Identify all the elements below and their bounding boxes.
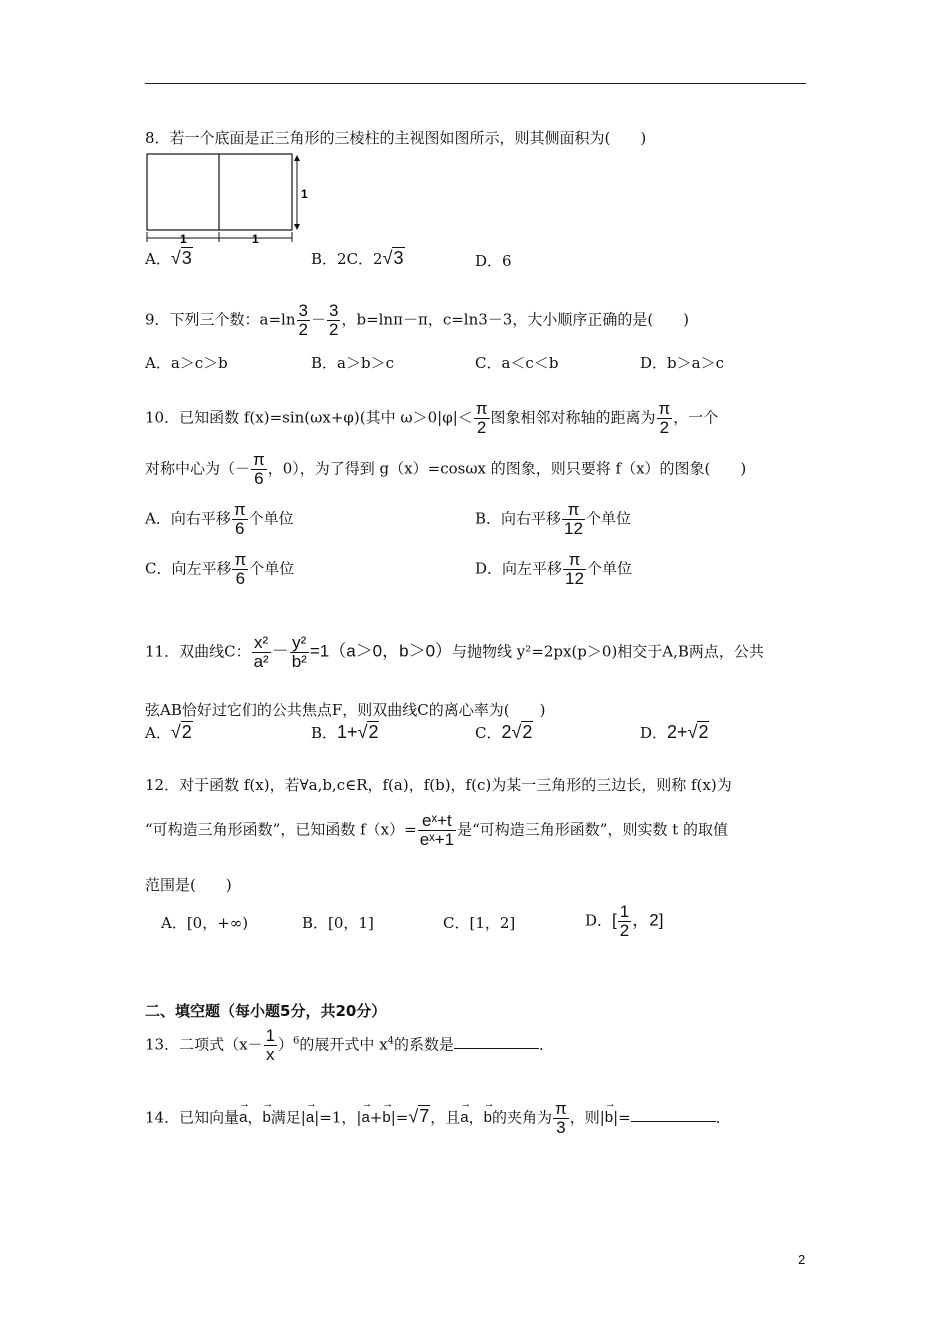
q11-stem-line1: 11．双曲线C： $\frac{\text{x²}}{\text{a²}}$ － $\frac{\text{y²}}{\text{b²}}$ =1（a＞0，b＞0）与抛物线 y²=2px(p＞0)相交于A,B两点，公共: [145, 633, 764, 671]
q9-option-a[interactable]: A．a＞c＞b: [145, 354, 228, 372]
page-number: 2: [798, 1252, 806, 1267]
q8-front-view-figure: [144, 152, 308, 246]
q11-option-c[interactable]: C．2√2: [475, 722, 533, 742]
q8-option-d[interactable]: D．6: [475, 252, 512, 270]
q10-option-b[interactable]: B．向右平移 $\frac{\pi}{12}$ 个单位: [475, 500, 631, 538]
q12-option-a[interactable]: A．[0，+∞): [161, 914, 249, 932]
q12-stem-line2: “可构造三角形函数”，已知函数 f（x）= $\frac{\text{eˣ+t}}{\text{eˣ+1}}$ 是“可构造三角形函数”，则实数 t 的取值: [145, 811, 729, 849]
section-fill-in-title: 二、填空题（每小题5分，共20分）: [145, 1002, 387, 1020]
q11-option-b[interactable]: B．1+√2: [311, 722, 379, 742]
q9-option-d[interactable]: D．b＞a＞c: [640, 354, 724, 372]
q12-stem-line1: 12．对于函数 f(x)，若∀a,b,c∈R，f(a)，f(b)，f(c)为某一三角形的三边长，则称 f(x)为: [145, 776, 732, 794]
dim-width-left-label: 1: [180, 232, 187, 246]
q10-option-d[interactable]: D．向左平移 $\frac{\pi}{12}$ 个单位: [475, 550, 632, 588]
q10-stem-line2: 对称中心为（－ $\frac{\pi}{6}$ ，0），为了得到 g（x）=cosωx 的图象，则只要将 f（x）的图象( ): [145, 450, 747, 488]
header-rule: [145, 83, 806, 84]
q8-option-a[interactable]: A．√3: [145, 248, 192, 268]
q13-answer-blank[interactable]: [454, 1034, 539, 1049]
dim-width-right-label: 1: [252, 232, 259, 246]
q8-option-bc[interactable]: B．2C．2√3: [311, 248, 404, 268]
q11-option-a[interactable]: A．√2: [145, 722, 192, 742]
q11-option-d[interactable]: D．2+√2: [640, 722, 709, 742]
q14-answer-blank[interactable]: [631, 1107, 716, 1122]
q9-option-b[interactable]: B．a＞b＞c: [311, 354, 394, 372]
q12-option-b[interactable]: B．[0，1]: [302, 914, 374, 932]
q8-stem: 8．若一个底面是正三角形的三棱柱的主视图如图所示，则其侧面积为( ): [145, 129, 647, 147]
q11-stem-line2: 弦AB恰好过它们的公共焦点F，则双曲线C的离心率为( ): [145, 701, 546, 719]
dim-height-label: 1: [301, 187, 308, 201]
q10-option-c[interactable]: C．向左平移 $\frac{\pi}{6}$ 个单位: [145, 550, 295, 588]
q14-stem: 14．已知向量→ a，→ b满足|→ a|=1，|→ a+→ b|=√7，且→ a，→ b的夹角为 $\frac{\pi}{3}$ ，则|→ b|= ．: [145, 1100, 731, 1137]
q12-option-c[interactable]: C．[1，2]: [443, 914, 516, 932]
q10-stem-line1: 10．已知函数 f(x)=sin(ωx+φ)(其中 ω＞0|φ|＜ $\frac{\pi}{2}$ 图象相邻对称轴的距离为 $\frac{\pi}{2}$ ，一个: [145, 399, 719, 437]
q13-stem: 13．二项式（x－ $\frac{1}{x}$ ）$^6$的展开式中 $x^4$的系数是 ．: [145, 1026, 555, 1064]
q9-stem: 9．下列三个数：a=ln $\frac{3}{2}$ － $\frac{3}{2}$ ，b=lnπ－π，c=ln3－3，大小顺序正确的是( ): [145, 301, 690, 339]
q9-option-c[interactable]: C．a＜c＜b: [475, 354, 559, 372]
q12-option-d[interactable]: D．[ $\frac{1}{2}$ ，2]: [585, 902, 664, 940]
q12-stem-line3: 范围是( ): [145, 876, 232, 894]
q10-option-a[interactable]: A．向右平移 $\frac{\pi}{6}$ 个单位: [145, 500, 294, 538]
